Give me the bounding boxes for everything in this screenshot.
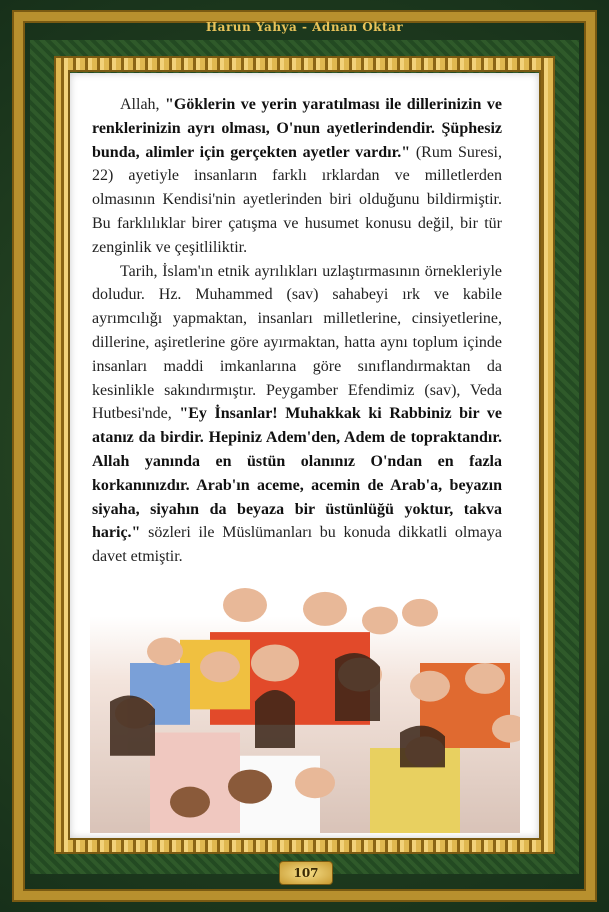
page-number: 107: [279, 861, 333, 885]
children-photo: [90, 578, 520, 833]
quote-text: "Ey İnsanlar! Muhakkak ki Rabbiniz bir ve atanız da birdir. Hepiniz Adem'den, Adem de topraktandır. Allah yanında en üstün olanınız O'ndan en fazla korkanınızdır. Arab'ın aceme, acemin de Arab'a, beyazın siyaha, siyahın da beyaza bir üstünlüğü yoktur, takva hariç.": [92, 405, 502, 542]
running-header: Harun Yahya - Adnan Oktar: [205, 20, 404, 34]
body-text: [92, 93, 502, 569]
plain-text: Allah,: [120, 96, 166, 113]
plain-text: Tarih, İslam'ın etnik ayrılıkları uzlaştırmasının örnekleriyle doludur. Hz. Muhammed (sav) sahabeyi ırk ve kabile ayrımcılığı yapmaktan, insanları milletlerine, cinsiyetlerine, dillerine, aşiretlerine göre ayırmaktan, hatta aynı toplum içinde insanları maddi imkanlarına göre sınıflandırmaktan da kesinlikle sakındırmıştır. Peygamber Efendimiz (sav), Veda Hutbesi'nde,: [92, 262, 502, 423]
paragraph: [92, 260, 502, 569]
quote-text: "Göklerin ve yerin yaratılması ile dillerinizin ve renklerinizin ayrı olması, O'nun ayetlerindendir. Şüphesiz bunda, alimler için gerçekten ayetler vardır.": [92, 96, 502, 161]
paragraph: [92, 93, 502, 260]
plain-text: (Rum Suresi, 22) ayetiyle insanların farklı ırklardan ve milletlerden olmasının Kendisi'nin ayetlerinden biri olduğunu bildirmiştir. Bu farklılıklar birer çatışma ve husumet konusu değil, bir tür zenginlik ve çeşitliliktir.: [92, 143, 502, 256]
plain-text: sözleri ile Müslümanları bu konuda dikkatli olmaya davet etmiştir.: [92, 524, 502, 566]
page-content: [70, 73, 539, 838]
